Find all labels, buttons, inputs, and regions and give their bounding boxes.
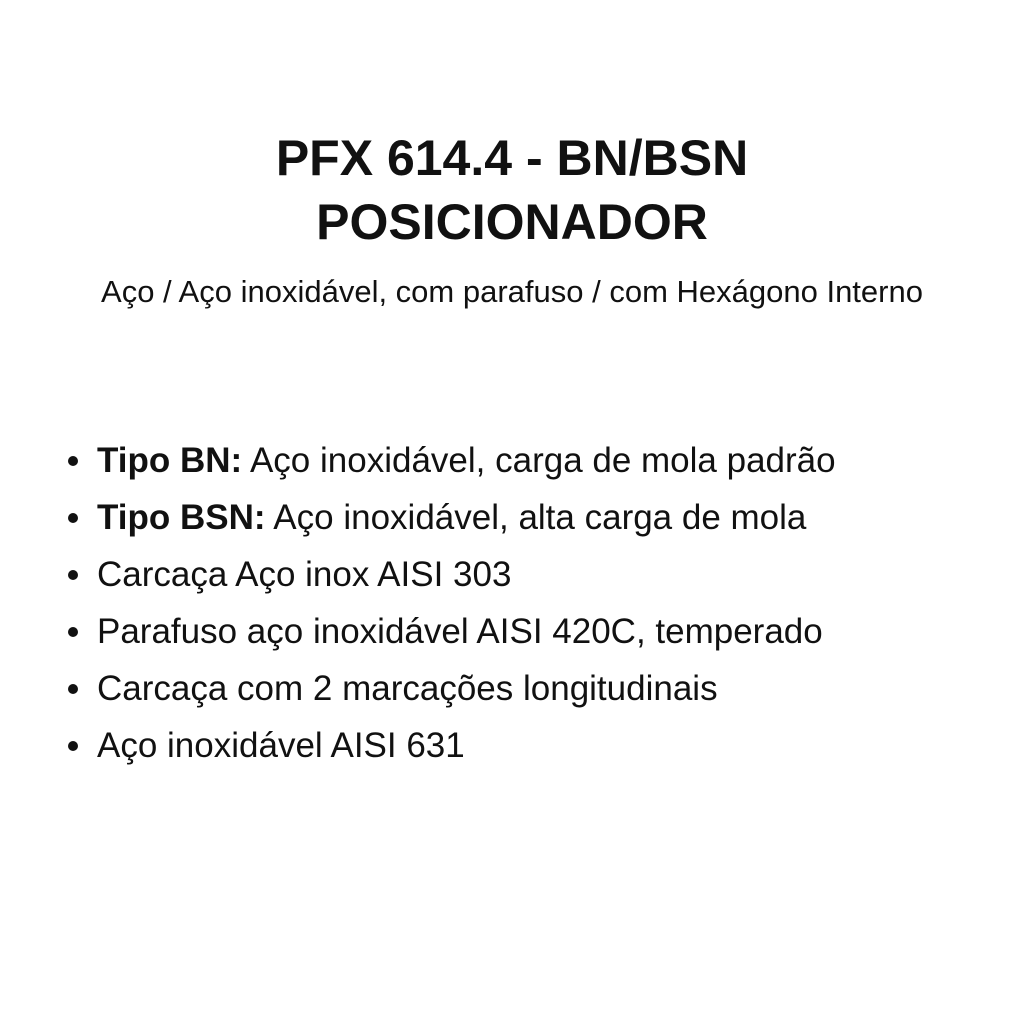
feature-text: Aço inoxidável AISI 631 bbox=[97, 726, 465, 765]
feature-label: Tipo BSN: bbox=[97, 498, 266, 537]
feature-item-parafuso bbox=[64, 603, 994, 660]
product-title bbox=[0, 126, 1024, 254]
feature-item-tipo-bsn bbox=[64, 489, 994, 546]
feature-text: Carcaça com 2 marcações longitudinais bbox=[97, 669, 718, 708]
bullet-icon bbox=[68, 456, 78, 466]
feature-item-marcacoes bbox=[64, 660, 994, 717]
product-subtitle: Aço / Aço inoxidável, com parafuso / com Hexágono Interno bbox=[101, 274, 923, 309]
feature-text: Carcaça Aço inox AISI 303 bbox=[97, 555, 512, 594]
bullet-icon bbox=[68, 627, 78, 637]
feature-text: Parafuso aço inoxidável AISI 420C, temperado bbox=[97, 612, 823, 651]
feature-list bbox=[64, 432, 994, 774]
feature-item-tipo-bn bbox=[64, 432, 994, 489]
bullet-icon bbox=[68, 570, 78, 580]
bullet-icon bbox=[68, 684, 78, 694]
bullet-icon bbox=[68, 513, 78, 523]
product-code-title: PFX 614.4 - BN/BSN bbox=[275, 130, 749, 186]
feature-item-carcaca bbox=[64, 546, 994, 603]
feature-text: Aço inoxidável, carga de mola padrão bbox=[242, 441, 836, 480]
feature-label: Tipo BN: bbox=[97, 441, 243, 480]
bullet-icon bbox=[68, 741, 78, 751]
product-type-title: POSICIONADOR bbox=[316, 194, 708, 250]
feature-text: Aço inoxidável, alta carga de mola bbox=[265, 498, 807, 537]
feature-item-aisi-631 bbox=[64, 717, 994, 774]
